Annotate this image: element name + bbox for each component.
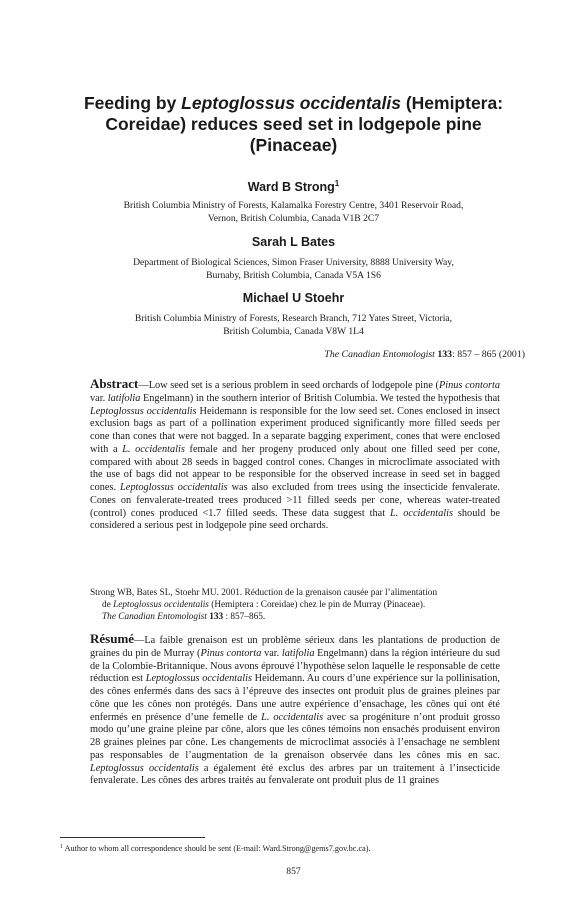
author-name: Michael U Stoehr bbox=[242, 291, 345, 305]
footnote-divider bbox=[60, 837, 205, 838]
abstract: Abstract—Low seed set is a serious problem in seed orchards of lodgepole pine (Pinus contorta var. latifolia Engelmann) in the southern interior of British Columbia. We tested the hypothesis that Leptoglossus occidentalis Heidemann is responsible for the low seed set. Cones enclosed in insect exclusion bags as part of a pollination experiment produced significantly more filled seeds per cone than cones that were not bagged. In a separate bagging experiment, cones that were enclosed with a L. occidentalis female and her progeny produced only about one filled seed per cone, compared with about 28 seeds in bagged control cones. Changes in microclimate associated with the use of bags did not appear to be responsible for the observed increase in seed set in bagged cones. Leptoglossus occidentalis was also excluded from trees using the insecticide fenvalerate. Cones on fenvalerate-treated trees produced >11 filled seeds per cone, whereas water-treated (control) cones produced <1.7 filled seeds. These data suggest that L. occidentalis should be considered a serious pest in lodgepole pine seed orchards. bbox=[90, 376, 501, 532]
page-number: 857 bbox=[286, 866, 301, 877]
resume-heading: Résumé bbox=[90, 631, 135, 646]
title-text: Feeding by bbox=[83, 93, 182, 113]
author-affiliation: British Columbia Ministry of Forests, Research Branch, 712 Yates Street, Victoria, British Columbia, Canada V8W 1L4 bbox=[134, 313, 453, 337]
title-text-rest: (Hemiptera: Coreidae) reduces seed set in lodgepole pine (Pinaceae) bbox=[105, 93, 504, 155]
french-reference: Strong WB, Bates SL, Stoehr MU. 2001. Réduction de la grenaison causée par l’alimentation de Leptoglossus occidentalis (Hemiptera : Coreidae) chez le pin de Murray (Pinaceae). The Canadian Entomologist 133 : 857–865. bbox=[90, 588, 438, 622]
title-species: Leptoglossus occidentalis bbox=[181, 93, 401, 113]
author-affiliation: Department of Biological Sciences, Simon Fraser University, 8888 University Way, Burnaby, British Columbia, Canada V5A 1S6 bbox=[133, 257, 454, 281]
resume: Résumé—La faible grenaison est un problème sérieux dans les plantations de production de graines du pin de Murray (Pinus contorta var. latifolia Engelmann) dans la région intérieure du sud de la Colombie-Britannique. Nous avons éprouvé l’hypothèse selon laquelle le responsable de cette réduction est Leptoglossus occidentalis Heidemann. Au cours d’une expérience sur la pollinisation, des cônes enfermés dans des sacs à l’épreuve des insectes ont produit plus de graines pleines par cône que les cônes non protégés. Dans une autre expérience d’ensachage, les cônes qui ont été enfermés en présence d’une femelle de L. occidentalis avec sa progéniture n’ont produit grosso modo qu’une graine pleine par cône, alors que les cônes témoins non ensachés produisent environ 28 graines pleines par cône. Les changements de microclimat associés à l’ensachage ne semblent pas responsables de l’augmentation de la grenaison observée dans les cônes mis en sac. Leptoglossus occidentalis a également été exclus des arbres par un traitement à l’insecticide fenvalerate. Les cônes des arbres traités au fenvalerate ont produit plus de 11 graines bbox=[90, 631, 500, 787]
author-name: Ward B Strong$^1$ bbox=[247, 179, 340, 194]
footnote-mark: 1 bbox=[334, 179, 340, 188]
journal-citation: The Canadian Entomologist 133: 857 – 865 (2001) bbox=[324, 349, 525, 360]
author-name: Sarah L Bates bbox=[251, 235, 336, 249]
paper-title bbox=[60, 93, 527, 156]
author-affiliation: British Columbia Ministry of Forests, Kalamalka Forestry Centre, 3401 Reservoir Road, Vernon, British Columbia, Canada V1B 2C7 bbox=[123, 200, 464, 224]
abstract-heading: Abstract bbox=[90, 376, 139, 391]
footnote: $^1$ Author to whom all correspondence should be sent (E-mail: Ward.Strong@gems7.gov.bc.ca). bbox=[60, 844, 371, 853]
